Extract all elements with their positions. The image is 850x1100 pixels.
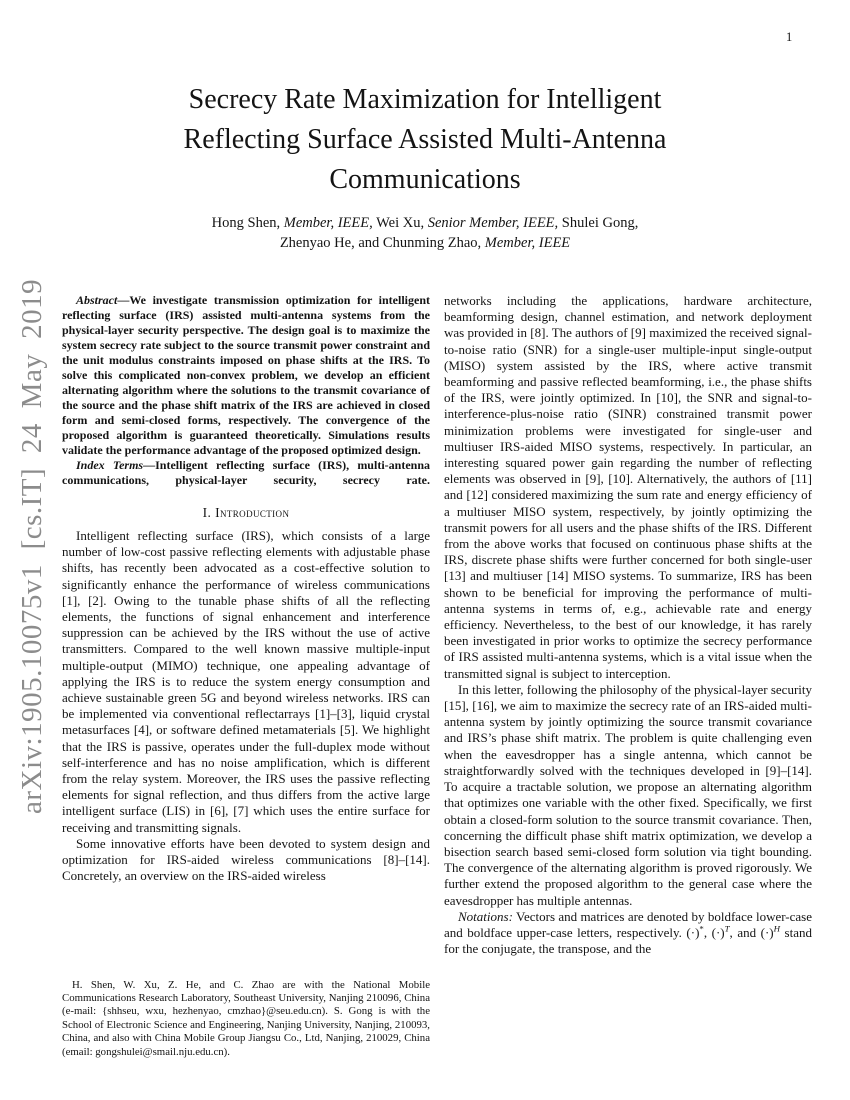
arxiv-watermark: arXiv:1905.10075v1 [cs.IT] 24 May 2019	[16, 278, 48, 814]
body-paragraph: Intelligent reflecting surface (IRS), which consists of a large number of low-cost passive reflecting elements with adjustable phase shifts, has recently been advocated as a cost-effective solution to significantly enhance the performance of wireless communications [1], [2]. Owing to the tunable phase shifts of all the reflecting elements, the functions of signal enhancement and interference suppression can be achieved by the IRS without the use of active transmitters. Compared to the well known massive multiple-input multiple-output (MIMO) technique, one appealing advantage of applying the IRS is to reduce the system energy consumption and achieve sustainable green 5G and beyond wireless networks. IRS can be implemented via conventional reflectarrays [1]–[3], liquid crystal metasurfaces [4], or software defined metamaterials [5]. We highlight that the IRS is passive, operates under the full-duplex mode without self-interference and has no noise amplification, which is different from the relay system. Moreover, the IRS uses the passive reflecting elements for signal reflection, and thus differs from the active large intelligent surface (LIS) in [6], [7] which uses the entire surface for receiving and transmitting signals.	[62, 528, 430, 835]
author-line-1: Hong Shen, Member, IEEE, Wei Xu, Senior Member, IEEE, Shulei Gong,	[211, 215, 639, 231]
paper-title	[95, 80, 755, 200]
title-line-2: Reflecting Surface Assisted Multi-Antenna	[183, 124, 667, 155]
right-column	[444, 293, 812, 1065]
body-paragraph: Some innovative efforts have been devoted to system design and optimization for IRS-aided wireless communications [8]–[14]. Concretely, an overview on the IRS-aided wireless	[62, 835, 430, 884]
abstract-paragraph: Abstract—We investigate transmission optimization for intelligent reflecting surface (IRS) assisted multi-antenna systems from the physical-layer security perspective. The design goal is to maximize the system secrecy rate subject to the source transmit power constraint and the unit modulus constraints imposed on phase shifts at the IRS. To solve this complicated non-convex problem, we develop an efficient alternating algorithm where the solutions to the transmit covariance of the source and the phase shift matrix of the IRS are achieved in closed form and semi-closed forms, respectively. The convergence of the proposed algorithm is guaranteed theoretically. Simulations results validate the performance advantage of the proposed optimized design.	[62, 293, 430, 457]
author-affiliation-footnote: H. Shen, W. Xu, Z. He, and C. Zhao are with the National Mobile Communications Research Laboratory, Southeast University, Nanjing 210096, China (e-mail: {shhseu, wxu, hezhenyao, cmzhao}@seu.edu.cn). S. Gong is with the School of Electronic Science and Engineering, Nanjing University, Nanjing, 210093, China, and also with China Mobile Group Jiangsu Co., Ltd, Nanjing, 210029, China (email: gongshulei@smail.nju.edu.cn).	[62, 978, 430, 1058]
author-list	[95, 213, 755, 253]
notations-paragraph: Notations: Vectors and matrices are denoted by boldface lower-case and boldface upper-case letters, respectively. (·)*, $(\cdot)^T$, and $(\cdot)^H$ stand for the conjugate, the transpose, and the	[444, 908, 812, 957]
title-block	[95, 80, 755, 253]
body-paragraph: In this letter, following the philosophy of the physical-layer security [15], [16], we aim to maximize the secrecy rate of an IRS-aided multi-antenna system by jointly optimizing the source transmit covariance and IRS’s phase shift matrix. The problem is quite challenging even when the eavesdropper has a single antenna, which cannot be straightforwardly solved with the techniques developed in [9]–[14]. To acquire a tractable solution, we propose an alternating algorithm that optimizes one variable with the other fixed. Specifically, we first obtain a closed-form solution to the source transmit covariance. Then, concerning the difficult phase shift matrix optimization, we develop a bisection search based semi-closed form solution via tight bounding. The convergence of the alternating algorithm is proved rigorously. We further extend the proposed algorithm to the general case where the eavesdropper has multiple antennas.	[444, 681, 813, 908]
title-line-3: Communications	[329, 164, 521, 195]
left-column	[62, 293, 430, 1065]
author-line-2: Zhenyao He, and Chunming Zhao, Member, IEEE	[279, 235, 571, 251]
page-number: 1	[786, 30, 793, 44]
two-column-body	[62, 293, 812, 1065]
body-paragraph: networks including the applications, hardware architecture, beamforming design, channel estimation, and network deployment was provided in [8]. The authors of [9] maximized the received signal-to-noise ratio (SNR) for a single-user multiple-input single-output (MISO) system assisted by the IRS, where active transmit beamforming and passive reflected beamforming, i.e., the phase shifts of the IRS, were jointly optimized. In [10], the SNR and signal-to-interference-plus-noise ratio (SINR) constrained transmit power minimization problems were investigated for single-user and multiuser IRS-aided MISO systems, respectively. In particular, an interesting squared power gain regarding the number of reflecting elements was observed in [9], [10]. Alternatively, the authors of [11] and [12] considered maximizing the sum rate and energy efficiency of a multiuser MISO system, respectively, by jointly optimizing the transmit powers for all users and the phase shifts of the IRS. Different from the above works that focused on continuous phase shifts at the IRS, discrete phase shifts were further concerned for both single-user [13] and multiuser [14] MISO systems. To summarize, IRS has been shown to be beneficial for improving the performance of multi-antenna systems in terms of, e.g., achievable rate and energy efficiency. Nevertheless, to the best of our knowledge, it has rarely been investigated in prior works to optimize the secrecy performance of IRS assisted multi-antenna systems, which is a vital issue when the transmitted signal is subject to interception.	[444, 293, 812, 681]
title-line-1: Secrecy Rate Maximization for Intelligent	[188, 84, 662, 115]
section-heading-introduction: I. Introduction	[202, 505, 290, 520]
index-terms-paragraph: Index Terms—Intelligent reflecting surface (IRS), multi-antenna communications, physical-layer security, secrecy rate.	[62, 458, 430, 487]
